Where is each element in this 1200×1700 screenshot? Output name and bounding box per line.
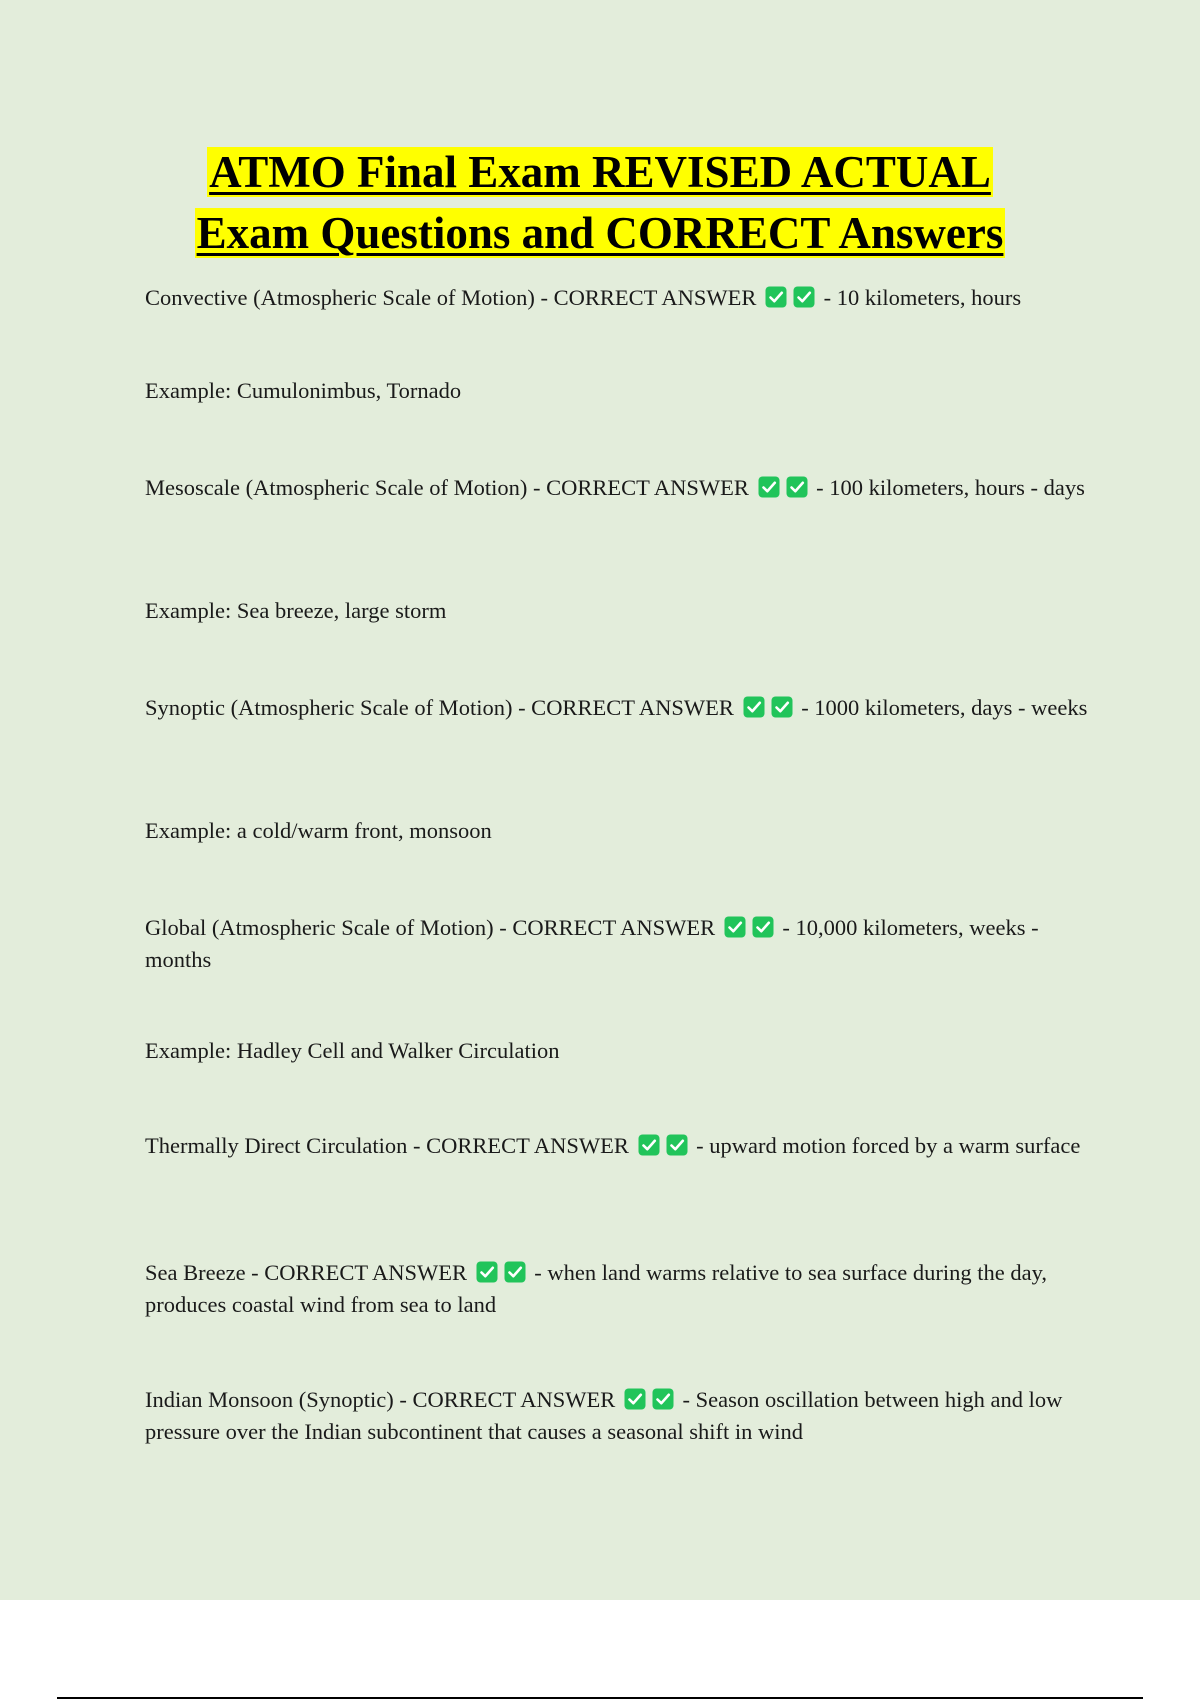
check-mark-button-icon (793, 286, 815, 308)
qa-entry (145, 472, 1090, 504)
qa-entry (145, 1384, 1090, 1448)
qa-entry (145, 692, 1090, 724)
example-text: Example: Hadley Cell and Walker Circulation (145, 1038, 560, 1063)
answer-text: - Season oscillation between high and low pressure over the Indian subcontinent that causes a seasonal shift in wind (145, 1387, 1063, 1444)
qa-entry (145, 1257, 1090, 1321)
example-text: Example: Sea breeze, large storm (145, 598, 447, 623)
document-title (0, 142, 1200, 264)
answer-text: - 10 kilometers, hours (823, 285, 1022, 310)
check-mark-button-icon (638, 1134, 660, 1156)
check-mark-button-icon (743, 696, 765, 718)
answer-text: - 100 kilometers, hours - days (816, 475, 1085, 500)
question-text: Indian Monsoon (Synoptic) - CORRECT ANSWER (145, 1387, 616, 1412)
answer-text: - 10,000 kilometers, weeks - months (145, 915, 1039, 972)
check-mark-button-icon (765, 286, 787, 308)
example-text: Example: a cold/warm front, monsoon (145, 818, 492, 843)
answer-text: - upward motion forced by a warm surface (696, 1133, 1081, 1158)
check-mark-button-icon (652, 1388, 674, 1410)
check-mark-button-icon (476, 1261, 498, 1283)
example-text: Example: Cumulonimbus, Tornado (145, 378, 462, 403)
question-text: Convective (Atmospheric Scale of Motion) - CORRECT ANSWER (145, 285, 757, 310)
question-text: Thermally Direct Circulation - CORRECT ANSWER (145, 1133, 629, 1158)
question-text: Global (Atmospheric Scale of Motion) - CORRECT ANSWER (145, 915, 716, 940)
qa-entry (145, 1130, 1090, 1162)
footer-rule (57, 1697, 1143, 1699)
check-mark-button-icon (771, 696, 793, 718)
question-text: Sea Breeze - CORRECT ANSWER (145, 1260, 468, 1285)
example-entry (145, 1035, 1090, 1067)
title-line-2: Exam Questions and CORRECT Answers (196, 208, 1004, 258)
question-text: Synoptic (Atmospheric Scale of Motion) - CORRECT ANSWER (145, 695, 734, 720)
check-mark-button-icon (624, 1388, 646, 1410)
check-mark-button-icon (504, 1261, 526, 1283)
example-entry (145, 815, 1090, 847)
qa-entry (145, 912, 1090, 976)
qa-entry (145, 282, 1090, 314)
check-mark-button-icon (666, 1134, 688, 1156)
example-entry (145, 375, 1090, 407)
answer-text: - 1000 kilometers, days - weeks (801, 695, 1088, 720)
check-mark-button-icon (752, 916, 774, 938)
question-text: Mesoscale (Atmospheric Scale of Motion) - CORRECT ANSWER (145, 475, 749, 500)
title-line-1: ATMO Final Exam REVISED ACTUAL (209, 147, 991, 197)
check-mark-button-icon (724, 916, 746, 938)
check-mark-button-icon (786, 476, 808, 498)
answer-text: - when land warms relative to sea surface during the day, produces coastal wind from sea to land (145, 1260, 1048, 1317)
check-mark-button-icon (758, 476, 780, 498)
example-entry (145, 595, 1090, 627)
